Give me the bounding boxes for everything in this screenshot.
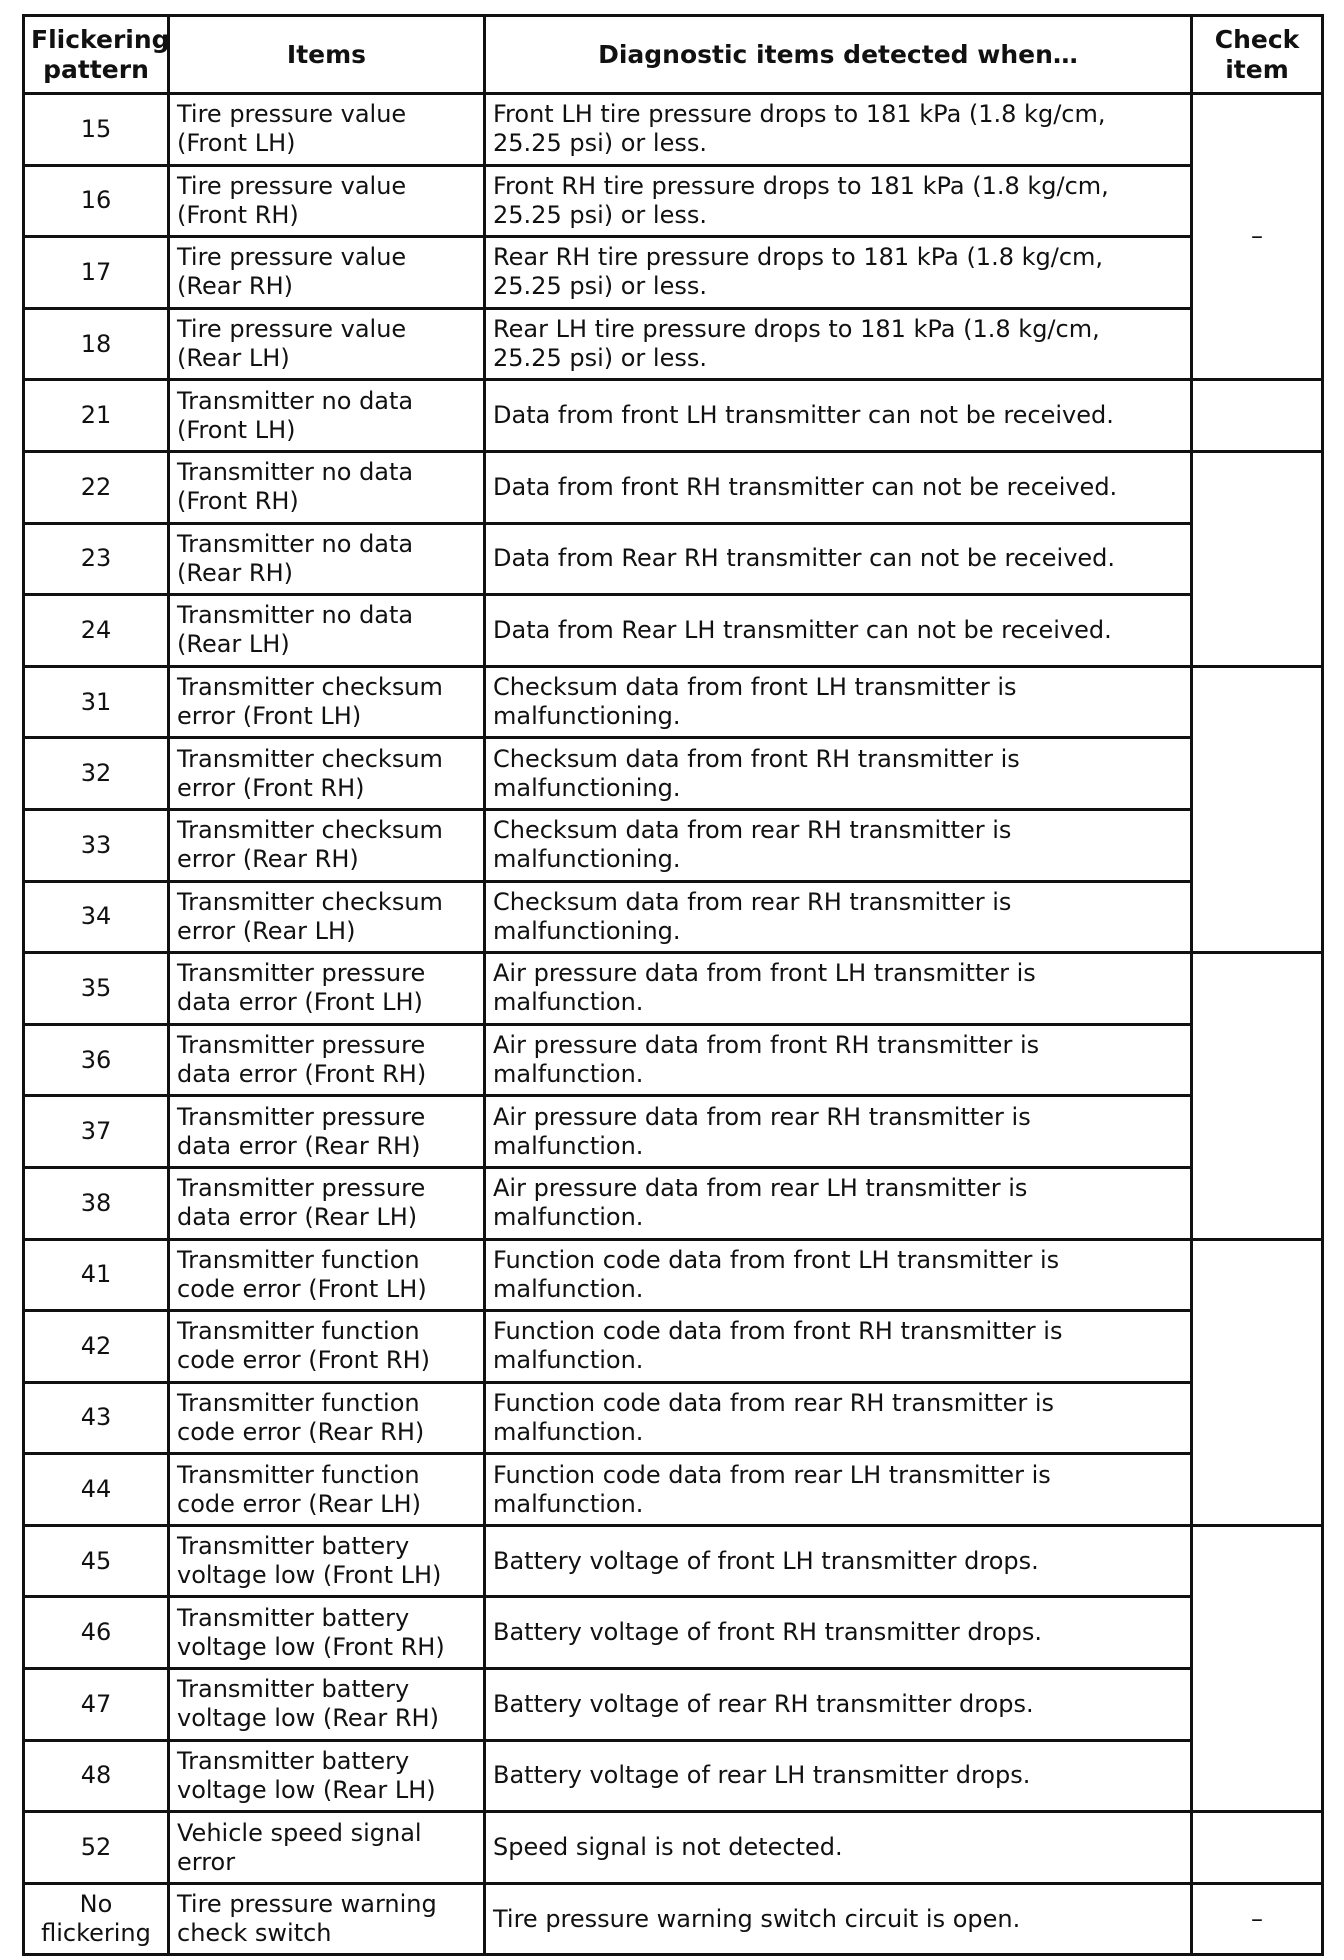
diagnostic-cell: Checksum data from rear RH transmitter is malfunctioning. bbox=[485, 881, 1192, 953]
flickering-pattern-cell: 31 bbox=[24, 666, 169, 738]
table-row bbox=[24, 94, 1323, 166]
table-row bbox=[24, 595, 1323, 667]
table-body bbox=[24, 94, 1323, 1955]
diagnostic-cell: Checksum data from rear RH transmitter is malfunctioning. bbox=[485, 809, 1192, 881]
table-row bbox=[24, 1883, 1323, 1955]
item-cell: Tire pressure value (Rear LH) bbox=[169, 308, 485, 380]
table-row bbox=[24, 666, 1323, 738]
table-row bbox=[24, 237, 1323, 309]
table-row bbox=[24, 165, 1323, 237]
flickering-pattern-cell: 43 bbox=[24, 1382, 169, 1454]
flickering-pattern-cell: 46 bbox=[24, 1597, 169, 1669]
table-row bbox=[24, 1311, 1323, 1383]
check-item-cell: – bbox=[1192, 1883, 1323, 1955]
flickering-pattern-cell: 17 bbox=[24, 237, 169, 309]
diagnostic-cell: Air pressure data from rear LH transmitter is malfunction. bbox=[485, 1167, 1192, 1239]
table-row bbox=[24, 1812, 1323, 1884]
table-row bbox=[24, 1382, 1323, 1454]
item-cell: Transmitter pressure data error (Front RH) bbox=[169, 1024, 485, 1096]
diagnostic-cell: Front RH tire pressure drops to 181 kPa (1.8 kg/cm, 25.25 psi) or less. bbox=[485, 165, 1192, 237]
item-cell: Transmitter pressure data error (Rear LH) bbox=[169, 1167, 485, 1239]
flickering-pattern-cell: 22 bbox=[24, 451, 169, 523]
header-row bbox=[24, 16, 1323, 94]
flickering-pattern-cell: 36 bbox=[24, 1024, 169, 1096]
item-cell: Transmitter checksum error (Rear LH) bbox=[169, 881, 485, 953]
table-row bbox=[24, 1096, 1323, 1168]
flickering-pattern-cell: 37 bbox=[24, 1096, 169, 1168]
table-row bbox=[24, 308, 1323, 380]
flickering-pattern-cell: 18 bbox=[24, 308, 169, 380]
item-cell: Transmitter battery voltage low (Rear RH) bbox=[169, 1669, 485, 1741]
flickering-pattern-cell: 15 bbox=[24, 94, 169, 166]
diagnostic-cell: Tire pressure warning switch circuit is open. bbox=[485, 1883, 1192, 1955]
flickering-pattern-cell: 52 bbox=[24, 1812, 169, 1884]
check-item-cell bbox=[1192, 451, 1323, 666]
diagnostic-cell: Air pressure data from rear RH transmitter is malfunction. bbox=[485, 1096, 1192, 1168]
check-item-cell bbox=[1192, 1239, 1323, 1525]
flickering-pattern-cell: 47 bbox=[24, 1669, 169, 1741]
flickering-pattern-cell: No flickering bbox=[24, 1883, 169, 1955]
table-row bbox=[24, 1597, 1323, 1669]
diagnostic-cell: Rear RH tire pressure drops to 181 kPa (1.8 kg/cm, 25.25 psi) or less. bbox=[485, 237, 1192, 309]
table-row bbox=[24, 881, 1323, 953]
flickering-pattern-cell: 48 bbox=[24, 1740, 169, 1812]
check-item-cell bbox=[1192, 1525, 1323, 1811]
item-cell: Transmitter no data (Rear RH) bbox=[169, 523, 485, 595]
check-item-cell bbox=[1192, 666, 1323, 952]
table-row bbox=[24, 451, 1323, 523]
flickering-pattern-cell: 38 bbox=[24, 1167, 169, 1239]
flickering-pattern-cell: 23 bbox=[24, 523, 169, 595]
check-item-cell bbox=[1192, 953, 1323, 1239]
diagnostic-cell: Data from Rear LH transmitter can not be received. bbox=[485, 595, 1192, 667]
table-row bbox=[24, 953, 1323, 1025]
item-cell: Transmitter function code error (Front LH) bbox=[169, 1239, 485, 1311]
header-items: Items bbox=[169, 16, 485, 94]
item-cell: Transmitter battery voltage low (Front RH) bbox=[169, 1597, 485, 1669]
item-cell: Tire pressure value (Rear RH) bbox=[169, 237, 485, 309]
diagnostic-cell: Battery voltage of rear LH transmitter drops. bbox=[485, 1740, 1192, 1812]
item-cell: Transmitter checksum error (Rear RH) bbox=[169, 809, 485, 881]
diagnostic-cell: Function code data from front RH transmitter is malfunction. bbox=[485, 1311, 1192, 1383]
table-row bbox=[24, 1669, 1323, 1741]
check-item-cell bbox=[1192, 1812, 1323, 1884]
table-row bbox=[24, 1239, 1323, 1311]
diagnostic-cell: Data from front RH transmitter can not be received. bbox=[485, 451, 1192, 523]
diagnostic-cell: Function code data from front LH transmitter is malfunction. bbox=[485, 1239, 1192, 1311]
diagnostic-cell: Battery voltage of front RH transmitter drops. bbox=[485, 1597, 1192, 1669]
table-row bbox=[24, 523, 1323, 595]
item-cell: Transmitter no data (Rear LH) bbox=[169, 595, 485, 667]
item-cell: Transmitter function code error (Rear LH) bbox=[169, 1454, 485, 1526]
flickering-pattern-cell: 44 bbox=[24, 1454, 169, 1526]
flickering-pattern-cell: 34 bbox=[24, 881, 169, 953]
table-row bbox=[24, 1167, 1323, 1239]
diagnostic-cell: Checksum data from front RH transmitter is malfunctioning. bbox=[485, 738, 1192, 810]
header-flickering-pattern: Flickering pattern bbox=[24, 16, 169, 94]
flickering-pattern-cell: 21 bbox=[24, 380, 169, 452]
flickering-pattern-cell: 24 bbox=[24, 595, 169, 667]
table-row bbox=[24, 1525, 1323, 1597]
flickering-pattern-cell: 35 bbox=[24, 953, 169, 1025]
diagnostic-cell: Speed signal is not detected. bbox=[485, 1812, 1192, 1884]
table-row bbox=[24, 738, 1323, 810]
item-cell: Transmitter checksum error (Front LH) bbox=[169, 666, 485, 738]
table-row bbox=[24, 1024, 1323, 1096]
diagnostic-cell: Function code data from rear LH transmitter is malfunction. bbox=[485, 1454, 1192, 1526]
diagnostic-cell: Data from Rear RH transmitter can not be received. bbox=[485, 523, 1192, 595]
table-row bbox=[24, 1454, 1323, 1526]
flickering-pattern-cell: 32 bbox=[24, 738, 169, 810]
diagnostic-cell: Air pressure data from front LH transmitter is malfunction. bbox=[485, 953, 1192, 1025]
diagnostic-cell: Battery voltage of rear RH transmitter drops. bbox=[485, 1669, 1192, 1741]
flickering-pattern-cell: 42 bbox=[24, 1311, 169, 1383]
diagnostic-table bbox=[22, 14, 1324, 1956]
item-cell: Transmitter battery voltage low (Front LH) bbox=[169, 1525, 485, 1597]
item-cell: Transmitter checksum error (Front RH) bbox=[169, 738, 485, 810]
diagnostic-cell: Air pressure data from front RH transmitter is malfunction. bbox=[485, 1024, 1192, 1096]
table-row bbox=[24, 809, 1323, 881]
flickering-pattern-cell: 33 bbox=[24, 809, 169, 881]
item-cell: Tire pressure value (Front RH) bbox=[169, 165, 485, 237]
diagnostic-cell: Data from front LH transmitter can not be received. bbox=[485, 380, 1192, 452]
diagnostic-cell: Front LH tire pressure drops to 181 kPa (1.8 kg/cm, 25.25 psi) or less. bbox=[485, 94, 1192, 166]
item-cell: Transmitter pressure data error (Rear RH) bbox=[169, 1096, 485, 1168]
diagnostic-cell: Function code data from rear RH transmitter is malfunction. bbox=[485, 1382, 1192, 1454]
diagnostic-cell: Rear LH tire pressure drops to 181 kPa (1.8 kg/cm, 25.25 psi) or less. bbox=[485, 308, 1192, 380]
diagnostic-cell: Battery voltage of front LH transmitter drops. bbox=[485, 1525, 1192, 1597]
item-cell: Transmitter function code error (Rear RH) bbox=[169, 1382, 485, 1454]
table-row bbox=[24, 1740, 1323, 1812]
item-cell: Transmitter battery voltage low (Rear LH) bbox=[169, 1740, 485, 1812]
flickering-pattern-cell: 45 bbox=[24, 1525, 169, 1597]
header-check-item: Check item bbox=[1192, 16, 1323, 94]
item-cell: Transmitter no data (Front RH) bbox=[169, 451, 485, 523]
diagnostic-cell: Checksum data from front LH transmitter is malfunctioning. bbox=[485, 666, 1192, 738]
item-cell: Transmitter function code error (Front RH) bbox=[169, 1311, 485, 1383]
check-item-cell bbox=[1192, 380, 1323, 452]
flickering-pattern-cell: 41 bbox=[24, 1239, 169, 1311]
header-diagnostic-items: Diagnostic items detected when… bbox=[485, 16, 1192, 94]
item-cell: Transmitter pressure data error (Front LH) bbox=[169, 953, 485, 1025]
check-item-cell: – bbox=[1192, 94, 1323, 380]
table-row bbox=[24, 380, 1323, 452]
flickering-pattern-cell: 16 bbox=[24, 165, 169, 237]
item-cell: Vehicle speed signal error bbox=[169, 1812, 485, 1884]
item-cell: Tire pressure value (Front LH) bbox=[169, 94, 485, 166]
item-cell: Tire pressure warning check switch bbox=[169, 1883, 485, 1955]
item-cell: Transmitter no data (Front LH) bbox=[169, 380, 485, 452]
